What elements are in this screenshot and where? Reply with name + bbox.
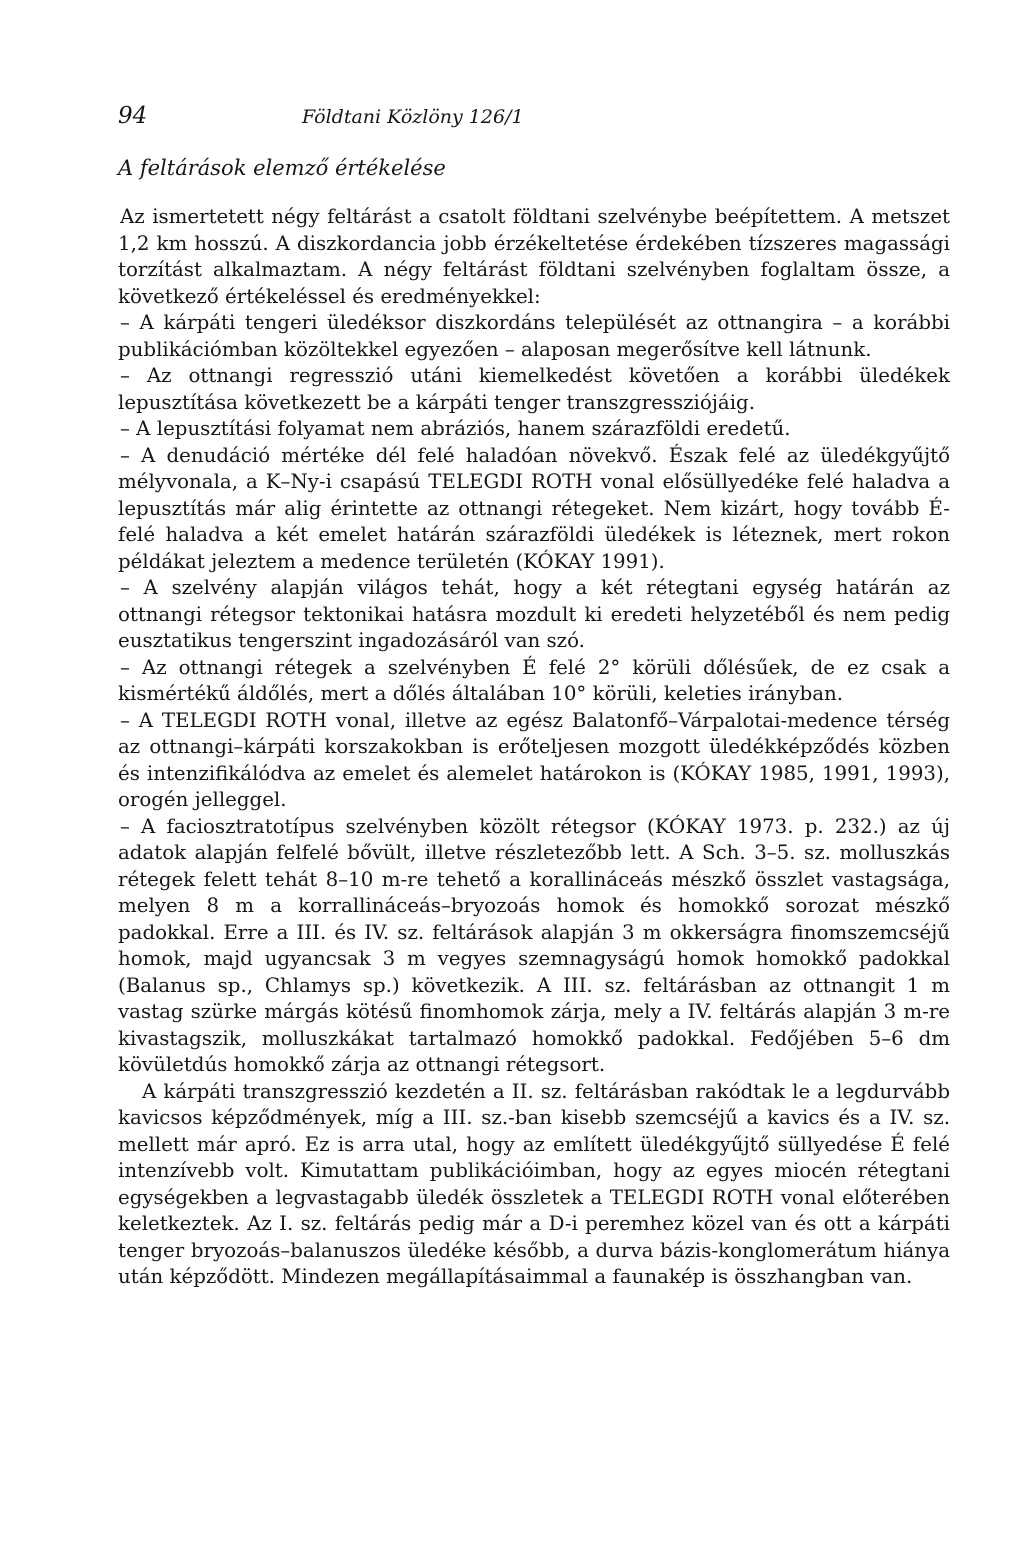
document-page: [118, 0, 950, 1547]
bullet-paragraph: – A faciosztratotípus szelvényben közölt rétegsor (KÓKAY 1973. p. 232.) az új adatok alapján felfelé bővült, illetve részletezőbb lett. A Sch. 3–5. sz. molluszkás rétegek felett tehát 8–10 m-re tehető a korallináceás mészkő összlet vastagsága, melyen 8 m a korrallináceás–bryozoás homok és homokkő sorozat mészkő padokkal. Erre a III. és IV. sz. feltárások alapján 3 m okkerságra finomszemcséjű homok, majd ugyancsak 3 m vegyes szemnagyságú homok homokkő padokkal (Balanus sp., Chlamys sp.) következik. A III. sz. feltárásban az ottnangit 1 m vastag szürke márgás kötésű finomhomok zárja, mely a IV. feltárás alapján 3 m-re kivastagszik, molluszkákat tartalmazó homokkő padokkal. Fedőjében 5–6 dm kövületdús homokkő zárja az ottnangi rétegsort.: [118, 814, 950, 1076]
paragraph-intro: Az ismertetett négy feltárást a csatolt földtani szelvénybe beépítettem. A metszet 1,2 km hosszú. A diszkordancia jobb érzékeltetése érdekében tízszeres magassági torzítást alkalmaztam. A négy feltárást földtani szelvényben foglaltam össze, a következő értékeléssel és eredményekkel:: [118, 205, 950, 308]
bullet-paragraph: – A denudáció mértéke dél felé haladóan növekvő. Észak felé az üledékgyűjtő mélyvonala, a K–Ny-i csapású TELEGDI ROTH vonal elősüllyedéke felé haladva a lepusztítás már alig érintette az ottnangi rétegeket. Nem kizárt, hogy tovább É-felé haladva a két emelet határán szárazföldi üledékek is léteznek, mert rokon példákat jeleztem a medence területén (KÓKAY 1991).: [118, 443, 950, 573]
bullet-paragraph: – Az ottnangi rétegek a szelvényben É felé 2° körüli dőlésűek, de ez csak a kismértékű áldőlés, mert a dőlés általában 10° körüli, keleties irányban.: [118, 655, 950, 705]
running-header: [118, 103, 950, 133]
bullet-paragraph: – Az ottnangi regresszió utáni kiemelkedést követően a korábbi üledékek lepusztítása következett be a kárpáti tenger transzgressziójáig.: [118, 364, 950, 414]
paragraph-conclusion: A kárpáti transzgresszió kezdetén a II. sz. feltárásban rakódtak le a legdurvább kavicsos képződmények, míg a III. sz.-ban kisebb szemcséjű a kavics és a IV. sz. mellett már apró. Ez is arra utal, hogy az említett üledékgyűjtő süllyedése É felé intenzívebb volt. Kimutattam publikációimban, hogy az egyes miocén rétegtani egységekben a legvastagabb üledék összletek a TELEGDI ROTH vonal előterében keletkeztek. Az I. sz. feltárás pedig már a D-i peremhez közel van és ott a kárpáti tenger bryozoás–balanuszos üledéke később, a durva bázis-konglomerátum hiánya után képződött. Mindezen megállapításaimmal a faunakép is összhangban van.: [118, 1079, 950, 1288]
journal-title: Földtani Közlöny 126/1: [302, 106, 524, 128]
bullet-paragraph: – A TELEGDI ROTH vonal, illetve az egész Balatonfő–Várpalotai-medence térség az ottnangi–kárpáti korszakokban is erőteljesen mozgott üledékképződés közben és intenzifikálódva az emelet és alemelet határokon is (KÓKAY 1985, 1991, 1993), orogén jelleggel.: [118, 708, 950, 811]
bullet-paragraph: – A lepusztítási folyamat nem abráziós, hanem szárazföldi eredetű.: [120, 417, 791, 440]
page-number: 94: [118, 103, 148, 129]
body-text: [118, 204, 950, 1291]
bullet-paragraph: – A kárpáti tengeri üledéksor diszkordáns települését az ottnangira – a korábbi publikációmban közöltekkel egyezően – alaposan megerősítve kell látnunk.: [118, 311, 950, 361]
section-heading: A feltárások elemző értékelése: [118, 156, 446, 180]
bullet-paragraph: – A szelvény alapján világos tehát, hogy a két rétegtani egység határán az ottnangi rétegsor tektonikai hatásra mozdult ki eredeti helyzetéből és nem pedig eusztatikus tengerszint ingadozásáról van szó.: [118, 576, 950, 652]
